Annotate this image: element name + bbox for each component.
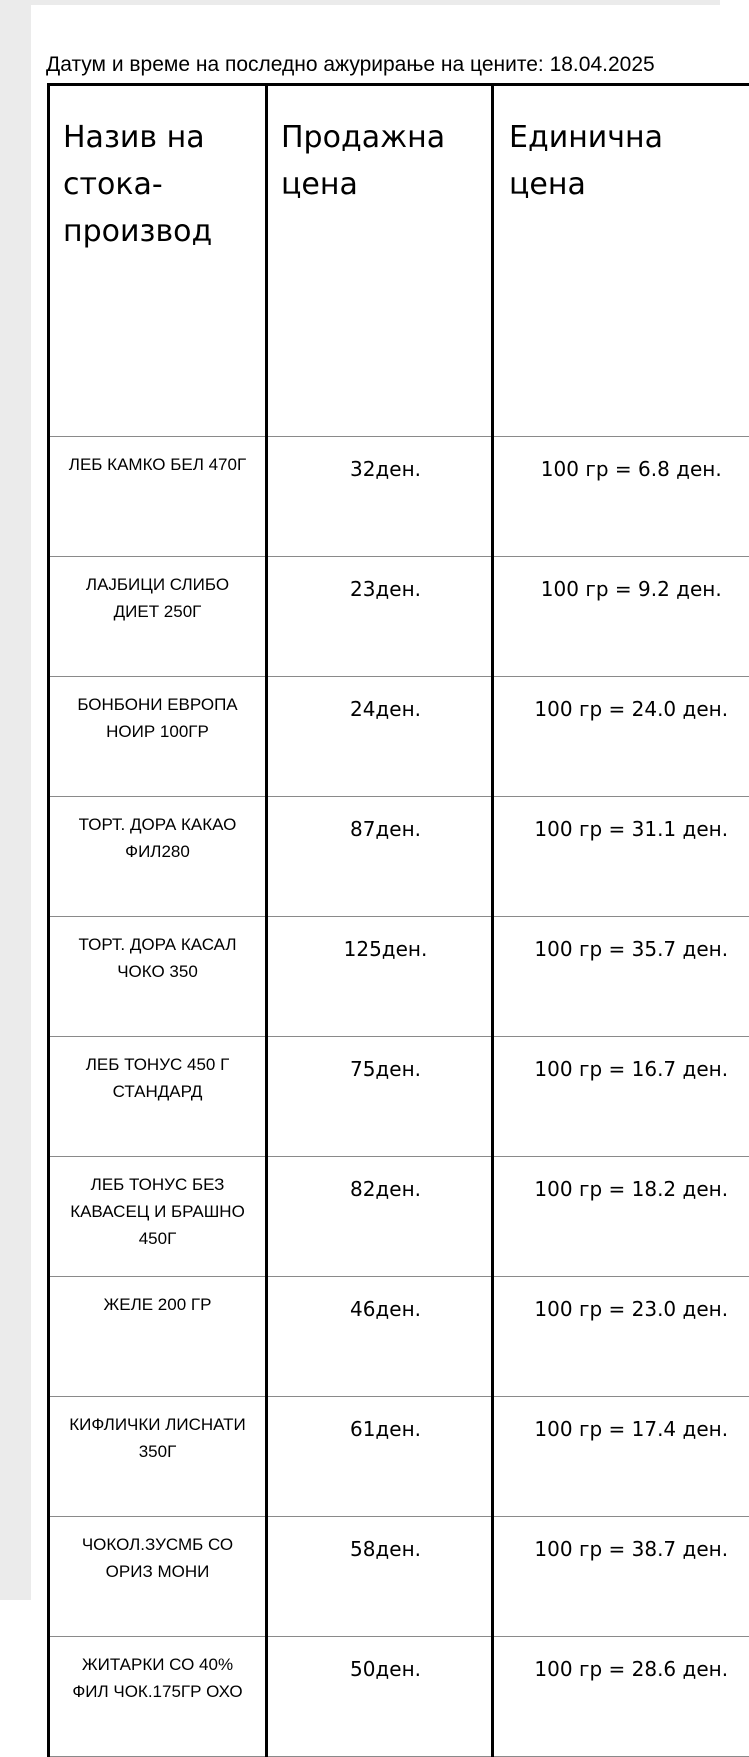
product-name-cell: ЛЕБ КАМКО БЕЛ 470Г [49,437,267,557]
sale-price-cell: 87ден. [267,797,493,917]
unit-price-cell: 100 гр = 18.2 ден. [493,1157,749,1277]
sale-price-cell: 23ден. [267,557,493,677]
sale-price-cell: 61ден. [267,1397,493,1517]
table-row [49,1037,749,1157]
sale-price-cell: 75ден. [267,1037,493,1157]
unit-price-cell: 100 гр = 31.1 ден. [493,797,749,917]
table-row [49,1397,749,1517]
sale-price-cell: 125ден. [267,917,493,1037]
unit-price-cell: 100 гр = 24.0 ден. [493,677,749,797]
table-header-row [49,85,749,437]
product-name-cell: КИФЛИЧКИ ЛИСНАТИ 350Г [49,1397,267,1517]
unit-price-cell: 100 гр = 23.0 ден. [493,1277,749,1397]
product-name-cell: БОНБОНИ ЕВРОПА НОИР 100ГР [49,677,267,797]
product-name-cell: ЖИТАРКИ СО 40% ФИЛ ЧОК.175ГР ОХО [49,1637,267,1757]
product-name-cell: ЧОКОЛ.ЗУСМБ СО ОРИЗ МОНИ [49,1517,267,1637]
table-row [49,437,749,557]
table-row [49,1517,749,1637]
sale-price-cell: 58ден. [267,1517,493,1637]
unit-price-cell: 100 гр = 38.7 ден. [493,1517,749,1637]
unit-price-cell: 100 гр = 28.6 ден. [493,1637,749,1757]
sale-price-cell: 82ден. [267,1157,493,1277]
sale-price-cell: 46ден. [267,1277,493,1397]
table-row [49,797,749,917]
header-unit-price: Единична цена [493,85,749,437]
price-table [47,83,749,1757]
viewer-left-margin [0,0,31,1600]
unit-price-cell: 100 гр = 35.7 ден. [493,917,749,1037]
document-page [31,5,729,1701]
product-name-cell: ТОРТ. ДОРА КАСАЛ ЧОКО 350 [49,917,267,1037]
unit-price-cell: 100 гр = 9.2 ден. [493,557,749,677]
header-product-name: Назив на стока-производ [49,85,267,437]
unit-price-cell: 100 гр = 16.7 ден. [493,1037,749,1157]
unit-price-cell: 100 гр = 17.4 ден. [493,1397,749,1517]
product-name-cell: ТОРТ. ДОРА КАКАО ФИЛ280 [49,797,267,917]
sale-price-cell: 50ден. [267,1637,493,1757]
table-row [49,1157,749,1277]
table-row [49,1637,749,1757]
product-name-cell: ЛАЈБИЦИ СЛИБО ДИЕТ 250Г [49,557,267,677]
product-name-cell: ЖЕЛЕ 200 ГР [49,1277,267,1397]
table-row [49,677,749,797]
table-row [49,1277,749,1397]
unit-price-cell: 100 гр = 6.8 ден. [493,437,749,557]
product-name-cell: ЛЕБ ТОНУС 450 Г СТАНДАРД [49,1037,267,1157]
sale-price-cell: 24ден. [267,677,493,797]
header-sale-price: Продажна цена [267,85,493,437]
sale-price-cell: 32ден. [267,437,493,557]
table-row [49,557,749,677]
product-name-cell: ЛЕБ ТОНУС БЕЗ КАВАСЕЦ И БРАШНО 450Г [49,1157,267,1277]
last-update-text: Датум и време на последно ажурирање на цените: 18.04.2025 [46,53,655,76]
table-row [49,917,749,1037]
